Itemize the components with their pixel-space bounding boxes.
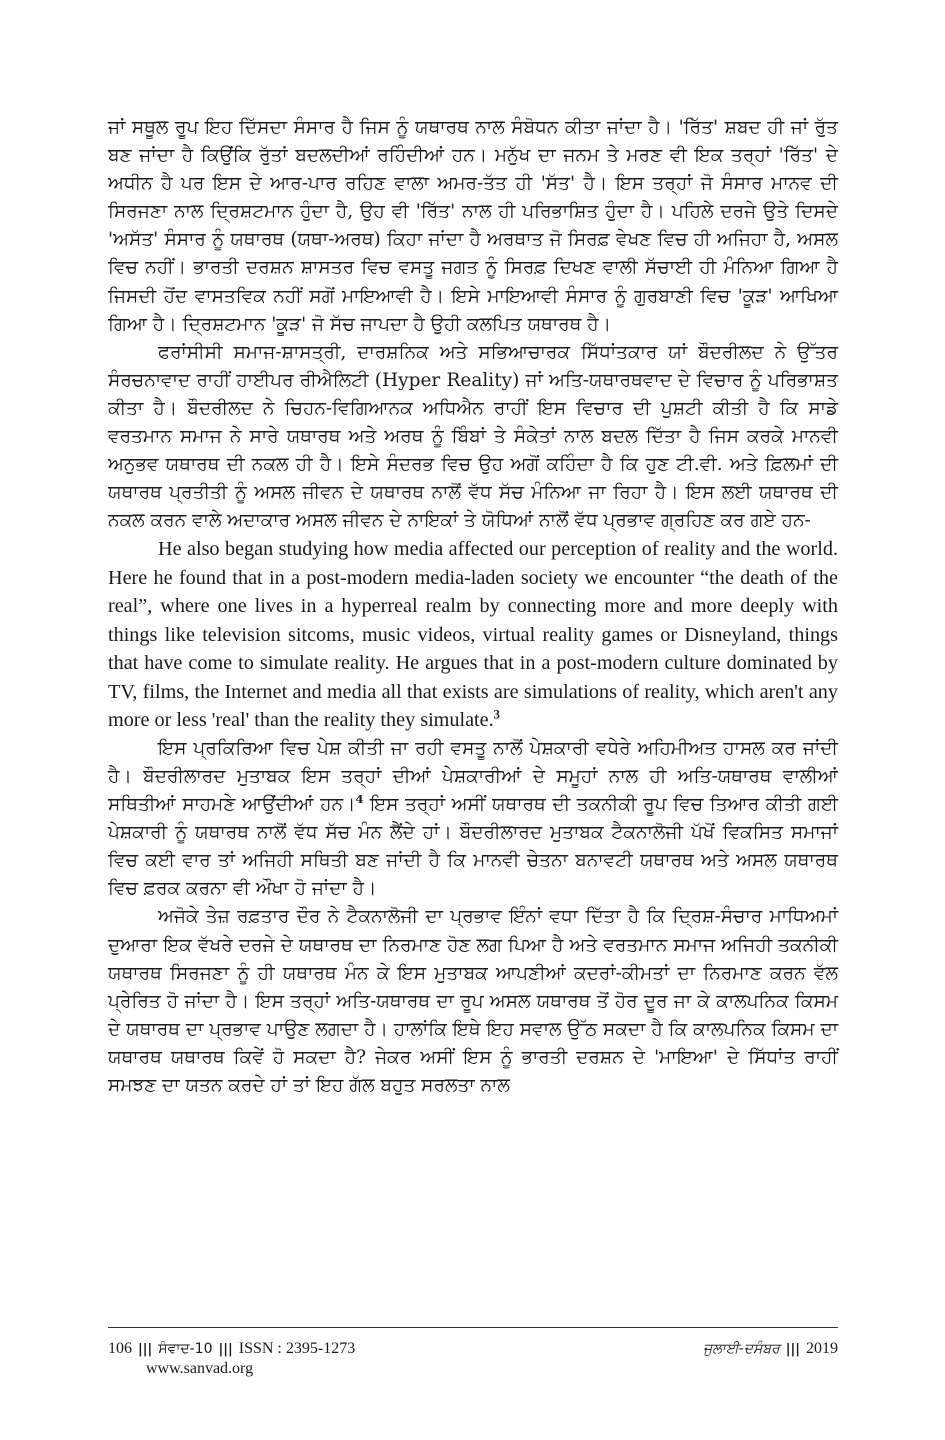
separator: |||	[138, 1342, 153, 1357]
paragraph-1: ਜਾਂ ਸਥੂਲ ਰੂਪ ਇਹ ਦਿੱਸਦਾ ਸੰਸਾਰ ਹੈ ਜਿਸ ਨੂੰ ਯਥਾਰਥ ਨਾਲ ਸੰਬੋਧਨ ਕੀਤਾ ਜਾਂਦਾ ਹੈ। 'ਰਿੱਤ' ਸ਼ਬਦ ਹੀ ਜਾਂ ਰੁੱਤ ਬਣ ਜਾਂਦਾ ਹੈ ਕਿਉਂਕਿ ਰੁੱਤਾਂ ਬਦਲਦੀਆਂ ਰਹਿੰਦੀਆਂ ਹਨ। ਮਨੁੱਖ ਦਾ ਜਨਮ ਤੇ ਮਰਣ ਵੀ ਇਕ ਤਰ੍ਹਾਂ 'ਰਿੱਤ' ਦੇ ਅਧੀਨ ਹੈ ਪਰ ਇਸ ਦੇ ਆਰ-ਪਾਰ ਰਹਿਣ ਵਾਲਾ ਅਮਰ-ਤੱਤ ਹੀ 'ਸੱਤ' ਹੈ। ਇਸ ਤਰ੍ਹਾਂ ਜੋ ਸੰਸਾਰ ਮਾਨਵ ਦੀ ਸਿਰਜਣਾ ਨਾਲ ਦ੍ਰਿਸ਼ਟਮਾਨ ਹੁੰਦਾ ਹੈ, ਉਹ ਵੀ 'ਰਿੱਤ' ਨਾਲ ਹੀ ਪਰਿਭਾਸ਼ਿਤ ਹੁੰਦਾ ਹੈ। ਪਹਿਲੇ ਦਰਜੇ ਉਤੇ ਦਿਸਦੇ 'ਅਸੱਤ' ਸੰਸਾਰ ਨੂੰ ਯਥਾਰਥ (ਯਥਾ-ਅਰਥ) ਕਿਹਾ ਜਾਂਦਾ ਹੈ ਅਰਥਾਤ ਜੋ ਸਿਰਫ਼ ਵੇਖਣ ਵਿਚ ਹੀ ਅਜਿਹਾ ਹੈ, ਅਸਲ ਵਿਚ ਨਹੀਂ। ਭਾਰਤੀ ਦਰਸ਼ਨ ਸ਼ਾਸਤਰ ਵਿਚ ਵਸਤੂ ਜਗਤ ਨੂੰ ਸਿਰਫ਼ ਦਿਖਣ ਵਾਲੀ ਸੱਚਾਈ ਹੀ ਮੰਨਿਆ ਗਿਆ ਹੈ ਜਿਸਦੀ ਹੋਂਦ ਵਾਸਤਵਿਕ ਨਹੀਂ ਸਗੋਂ ਮਾਇਆਵੀ ਹੈ। ਇਸੇ ਮਾਇਆਵੀ ਸੰਸਾਰ ਨੂੰ ਗੁਰਬਾਣੀ ਵਿਚ 'ਕੂੜ' ਆਖਿਆ ਗਿਆ ਹੈ। ਦ੍ਰਿਸ਼ਟਮਾਨ 'ਕੂੜ' ਜੋ ਸੱਚ ਜਾਪਦਾ ਹੈ ਉਹੀ ਕਲਪਿਤ ਯਥਾਰਥ ਹੈ।	[108, 117, 838, 335]
footer-right	[703, 1340, 838, 1358]
journal-name: ਸੰਵਾਦ-10	[158, 1341, 213, 1357]
footnote-ref-4: 4	[355, 791, 364, 806]
footer-row	[108, 1340, 838, 1358]
page-number: 106	[108, 1340, 132, 1357]
issue-period: ਜੁਲਾਈ-ਦਸੰਬਰ	[703, 1341, 780, 1357]
year: 2019	[806, 1340, 838, 1357]
article-body	[108, 114, 838, 1100]
paragraph-5: ਅਜੋਕੇ ਤੇਜ਼ ਰਫ਼ਤਾਰ ਦੌਰ ਨੇ ਟੈਕਨਾਲੋਜੀ ਦਾ ਪ੍ਰਭਾਵ ਇੰਨਾਂ ਵਧਾ ਦਿੱਤਾ ਹੈ ਕਿ ਦ੍ਰਿਸ਼-ਸੰਚਾਰ ਮਾਧਿਅਮਾਂ ਦੁਆਰਾ ਇਕ ਵੱਖਰੇ ਦਰਜੇ ਦੇ ਯਥਾਰਥ ਦਾ ਨਿਰਮਾਣ ਹੋਣ ਲਗ ਪਿਆ ਹੈ ਅਤੇ ਵਰਤਮਾਨ ਸਮਾਜ ਅਜਿਹੀ ਤਕਨੀਕੀ ਯਥਾਰਥ ਸਿਰਜਣਾ ਨੂੰ ਹੀ ਯਥਾਰਥ ਮੰਨ ਕੇ ਇਸ ਮੁਤਾਬਕ ਆਪਣੀਆਂ ਕਦਰਾਂ-ਕੀਮਤਾਂ ਦਾ ਨਿਰਮਾਣ ਕਰਨ ਵੱਲ ਪ੍ਰੇਰਿਤ ਹੋ ਜਾਂਦਾ ਹੈ। ਇਸ ਤਰ੍ਹਾਂ ਅਤਿ-ਯਥਾਰਥ ਦਾ ਰੂਪ ਅਸਲ ਯਥਾਰਥ ਤੋਂ ਹੋਰ ਦੂਰ ਜਾ ਕੇ ਕਾਲਪਨਿਕ ਕਿਸਮ ਦੇ ਯਥਾਰਥ ਦਾ ਪ੍ਰਭਾਵ ਪਾਉਣ ਲਗਦਾ ਹੈ। ਹਾਲਾਂਕਿ ਇਥੇ ਇਹ ਸਵਾਲ ਉੱਠ ਸਕਦਾ ਹੈ ਕਿ ਕਾਲਪਨਿਕ ਕਿਸਮ ਦਾ ਯਥਾਰਥ ਯਥਾਰਥ ਕਿਵੇਂ ਹੋ ਸਕਦਾ ਹੈ? ਜੇਕਰ ਅਸੀਂ ਇਸ ਨੂੰ ਭਾਰਤੀ ਦਰਸ਼ਨ ਦੇ 'ਮਾਇਆ' ਦੇ ਸਿੱਧਾਂਤ ਰਾਹੀਂ ਸਮਝਣ ਦਾ ਯਤਨ ਕਰਦੇ ਹਾਂ ਤਾਂ ਇਹ ਗੱਲ ਬਹੁਤ ਸਰਲਤਾ ਨਾਲ	[108, 906, 838, 1097]
separator: |||	[218, 1342, 233, 1357]
paragraph-2: ਫਰਾਂਸੀਸੀ ਸਮਾਜ-ਸ਼ਾਸਤ੍ਰੀ, ਦਾਰਸ਼ਨਿਕ ਅਤੇ ਸਭਿਆਚਾਰਕ ਸਿੱਧਾਂਤਕਾਰ ਯਾਂ ਬੌਦਰੀਲਦ ਨੇ ਉੱਤਰ ਸੰਰਚਨਾਵਾਦ ਰਾਹੀਂ ਹਾਈਪਰ ਰੀਐਲਿਟੀ (Hyper Reality) ਜਾਂ ਅਤਿ-ਯਥਾਰਥਵਾਦ ਦੇ ਵਿਚਾਰ ਨੂੰ ਪਰਿਭਾਸ਼ਤ ਕੀਤਾ ਹੈ। ਬੌਦਰੀਲਦ ਨੇ ਚਿਹਨ-ਵਿਗਿਆਨਕ ਅਧਿਐਨ ਰਾਹੀਂ ਇਸ ਵਿਚਾਰ ਦੀ ਪੁਸ਼ਟੀ ਕੀਤੀ ਹੈ ਕਿ ਸਾਡੇ ਵਰਤਮਾਨ ਸਮਾਜ ਨੇ ਸਾਰੇ ਯਥਾਰਥ ਅਤੇ ਅਰਥ ਨੂੰ ਬਿੰਬਾਂ ਤੇ ਸੰਕੇਤਾਂ ਨਾਲ ਬਦਲ ਦਿੱਤਾ ਹੈ ਜਿਸ ਕਰਕੇ ਮਾਨਵੀ ਅਨੁਭਵ ਯਥਾਰਥ ਦੀ ਨਕਲ ਹੀ ਹੈ। ਇਸੇ ਸੰਦਰਭ ਵਿਚ ਉਹ ਅਗੋਂ ਕਹਿੰਦਾ ਹੈ ਕਿ ਹੁਣ ਟੀ.ਵੀ. ਅਤੇ ਫ਼ਿਲਮਾਂ ਦੀ ਯਥਾਰਥ ਪ੍ਰਤੀਤੀ ਨੂੰ ਅਸਲ ਜੀਵਨ ਦੇ ਯਥਾਰਥ ਨਾਲੋਂ ਵੱਧ ਸੱਚ ਮੰਨਿਆ ਜਾ ਰਿਹਾ ਹੈ। ਇਸ ਲਈ ਯਥਾਰਥ ਦੀ ਨਕਲ ਕਰਨ ਵਾਲੇ ਅਦਾਕਾਰ ਅਸਲ ਜੀਵਨ ਦੇ ਨਾਇਕਾਂ ਤੇ ਯੋਧਿਆਂ ਨਾਲੋਂ ਵੱਧ ਪ੍ਰਭਾਵ ਗ੍ਰਹਿਣ ਕਰ ਗਏ ਹਨ-	[108, 341, 838, 532]
footnote-ref-3: 3	[493, 707, 500, 722]
page-footer	[108, 1327, 838, 1378]
issn: ISSN : 2395-1273	[238, 1340, 356, 1357]
footer-left	[108, 1340, 355, 1358]
paragraph-4	[108, 735, 838, 904]
footer-rule	[108, 1327, 838, 1328]
paragraph-4-part-a: ਇਸ ਪ੍ਰਕਿਰਿਆ ਵਿਚ ਪੇਸ਼ ਕੀਤੀ ਜਾ ਰਹੀ ਵਸਤੂ ਨਾਲੋਂ ਪੇਸ਼ਕਾਰੀ ਵਧੇਰੇ ਅਹਿਮੀਅਤ ਹਾਸਲ ਕਰ ਜਾਂਦੀ ਹੈ। ਬੌਦਰੀਲਾਰਦ ਮੁਤਾਬਕ ਇਸ ਤਰ੍ਹਾਂ ਦੀਆਂ ਪੇਸ਼ਕਾਰੀਆਂ ਦੇ ਸਮੂਹਾਂ ਨਾਲ ਹੀ ਅਤਿ-ਯਥਾਰਥ ਵਾਲੀਆਂ ਸਥਿਤੀਆਂ ਸਾਹਮਣੇ ਆਉਂਦੀਆਂ ਹਨ।	[108, 737, 838, 816]
separator: |||	[785, 1342, 800, 1357]
quote-text: He also began studying how media affected our perception of reality and the world. Here he found that in a post-modern media-laden society we encounter “the death of the real”, where one lives in a hyperreal realm by connecting more and more deeply with things like television sitcoms, music videos, virtual reality games or Disneyland, things that have come to simulate reality. He argues that in a post-modern culture dominated by TV, films, the Internet and media all that exists are simulations of reality, which aren't any more or less 'real' than the reality they simulate.	[108, 538, 838, 732]
paragraph-4-part-b: ਇਸ ਤਰ੍ਹਾਂ ਅਸੀਂ ਯਥਾਰਥ ਦੀ ਤਕਨੀਕੀ ਰੂਪ ਵਿਚ ਤਿਆਰ ਕੀਤੀ ਗਈ ਪੇਸ਼ਕਾਰੀ ਨੂੰ ਯਥਾਰਥ ਨਾਲੋਂ ਵੱਧ ਸੱਚ ਮੰਨ ਲੈਂਦੇ ਹਾਂ। ਬੌਦਰੀਲਾਰਦ ਮੁਤਾਬਕ ਟੈਕਨਾਲੋਜੀ ਪੱਖੋਂ ਵਿਕਸਿਤ ਸਮਾਜਾਂ ਵਿਚ ਕਈ ਵਾਰ ਤਾਂ ਅਜਿਹੀ ਸਥਿਤੀ ਬਣ ਜਾਂਦੀ ਹੈ ਕਿ ਮਾਨਵੀ ਚੇਤਨਾ ਬਨਾਵਟੀ ਯਥਾਰਥ ਅਤੇ ਅਸਲ ਯਥਾਰਥ ਵਿਚ ਫ਼ਰਕ ਕਰਨਾ ਵੀ ਔਖਾ ਹੋ ਜਾਂਦਾ ਹੈ।	[108, 794, 838, 900]
website-link[interactable]: www.sanvad.org	[146, 1360, 254, 1377]
paragraph-3-english-quote	[108, 535, 838, 735]
